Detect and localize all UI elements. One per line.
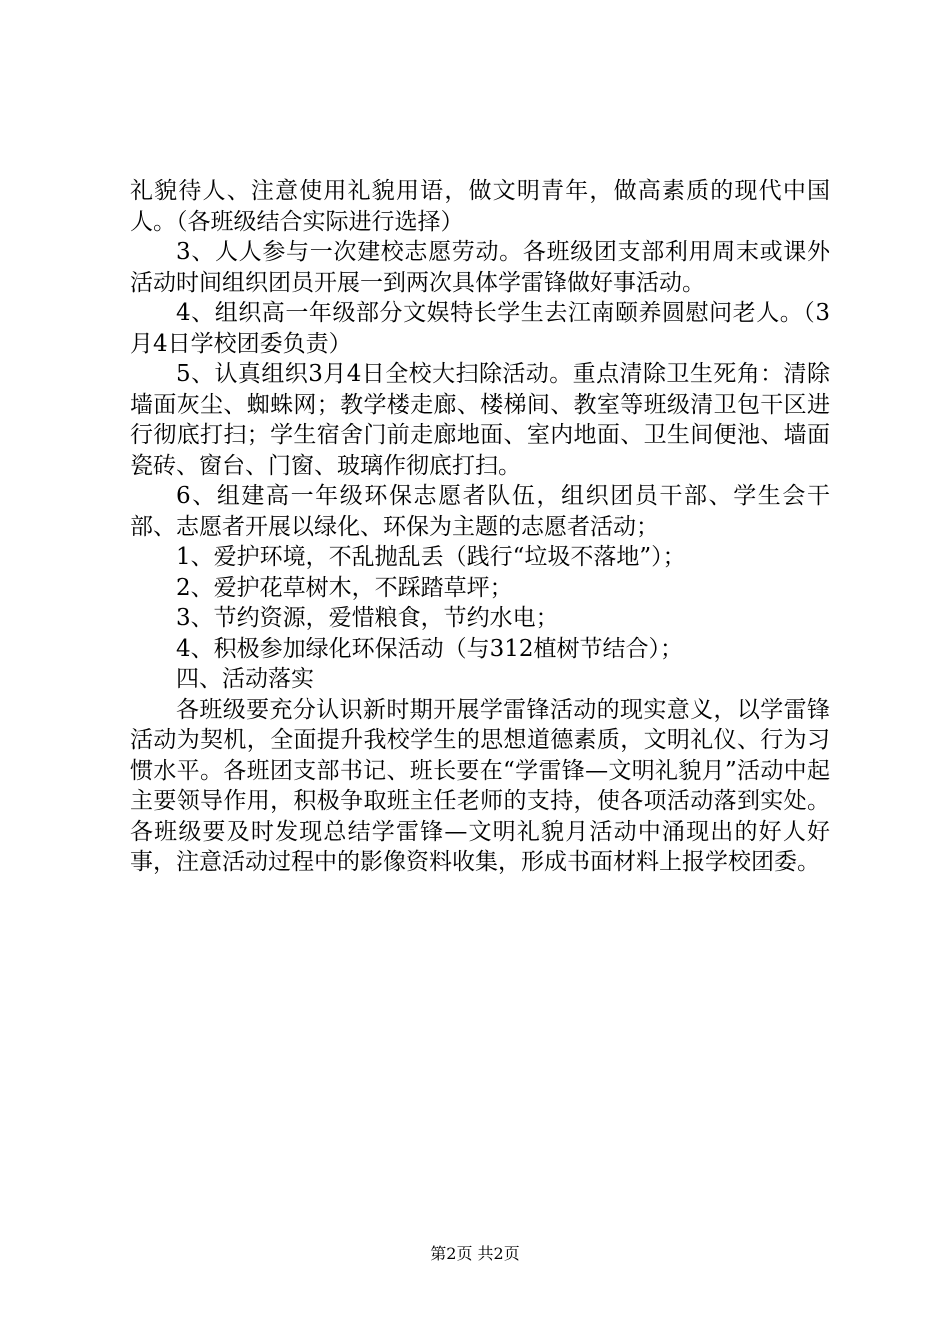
- document-body: [130, 176, 830, 878]
- section-heading: 四、活动落实: [176, 666, 314, 692]
- list-item-1: 1、爱护环境，不乱抛乱丢（践行“垃圾不落地”）；: [176, 544, 686, 570]
- list-item-3: 3、节约资源，爱惜粮食，节约水电；: [176, 605, 559, 631]
- page-footer: 第2页 共2页: [430, 1244, 520, 1263]
- list-item-2: 2、爱护花草树木，不踩踏草坪；: [176, 574, 513, 601]
- list-item-4: 4、积极参加绿化环保活动（与312植树节结合）；: [176, 635, 684, 662]
- paragraph-6: 各班级要充分认识新时期开展学雷锋活动的现实意义，以学雷锋活动为契机，全面提升我校学生的思想道德素质，文明礼仪、行为习惯水平。各班团支部书记、班长要在“学雷锋—文明礼貌月”活动中起主要领导作用，积极争取班主任老师的支持，使各项活动落到实处。各班级要及时发现总结学雷锋—文明礼貌月活动中涌现出的好人好事，注意活动过程中的影像资料收集，形成书面材料上报学校团委。: [130, 696, 830, 875]
- paragraph-5: 6、组建高一年级环保志愿者队伍，组织团员干部、学生会干部、志愿者开展以绿化、环保为主题的志愿者活动；: [130, 483, 830, 540]
- paragraph-4: 5、认真组织3月4日全校大扫除活动。重点清除卫生死角：清除墙面灰尘、蜘蛛网；教学楼走廊、楼梯间、教室等班级清卫包干区进行彻底打扫；学生宿舍门前走廊地面、室内地面、卫生间便池、墙面瓷砖、窗台、门窗、玻璃作彻底打扫。: [130, 361, 830, 479]
- paragraph-3: 4、组织高一年级部分文娱特长学生去江南颐养圆慰问老人。（3月4日学校团委负责）: [130, 300, 830, 357]
- paragraph-2: 3、人人参与一次建校志愿劳动。各班级团支部利用周末或课外活动时间组织团员开展一到两次具体学雷锋做好事活动。: [130, 239, 830, 296]
- paragraph-1: 礼貌待人、注意使用礼貌用语，做文明青年，做高素质的现代中国人。（各班级结合实际进行选择）: [130, 178, 830, 235]
